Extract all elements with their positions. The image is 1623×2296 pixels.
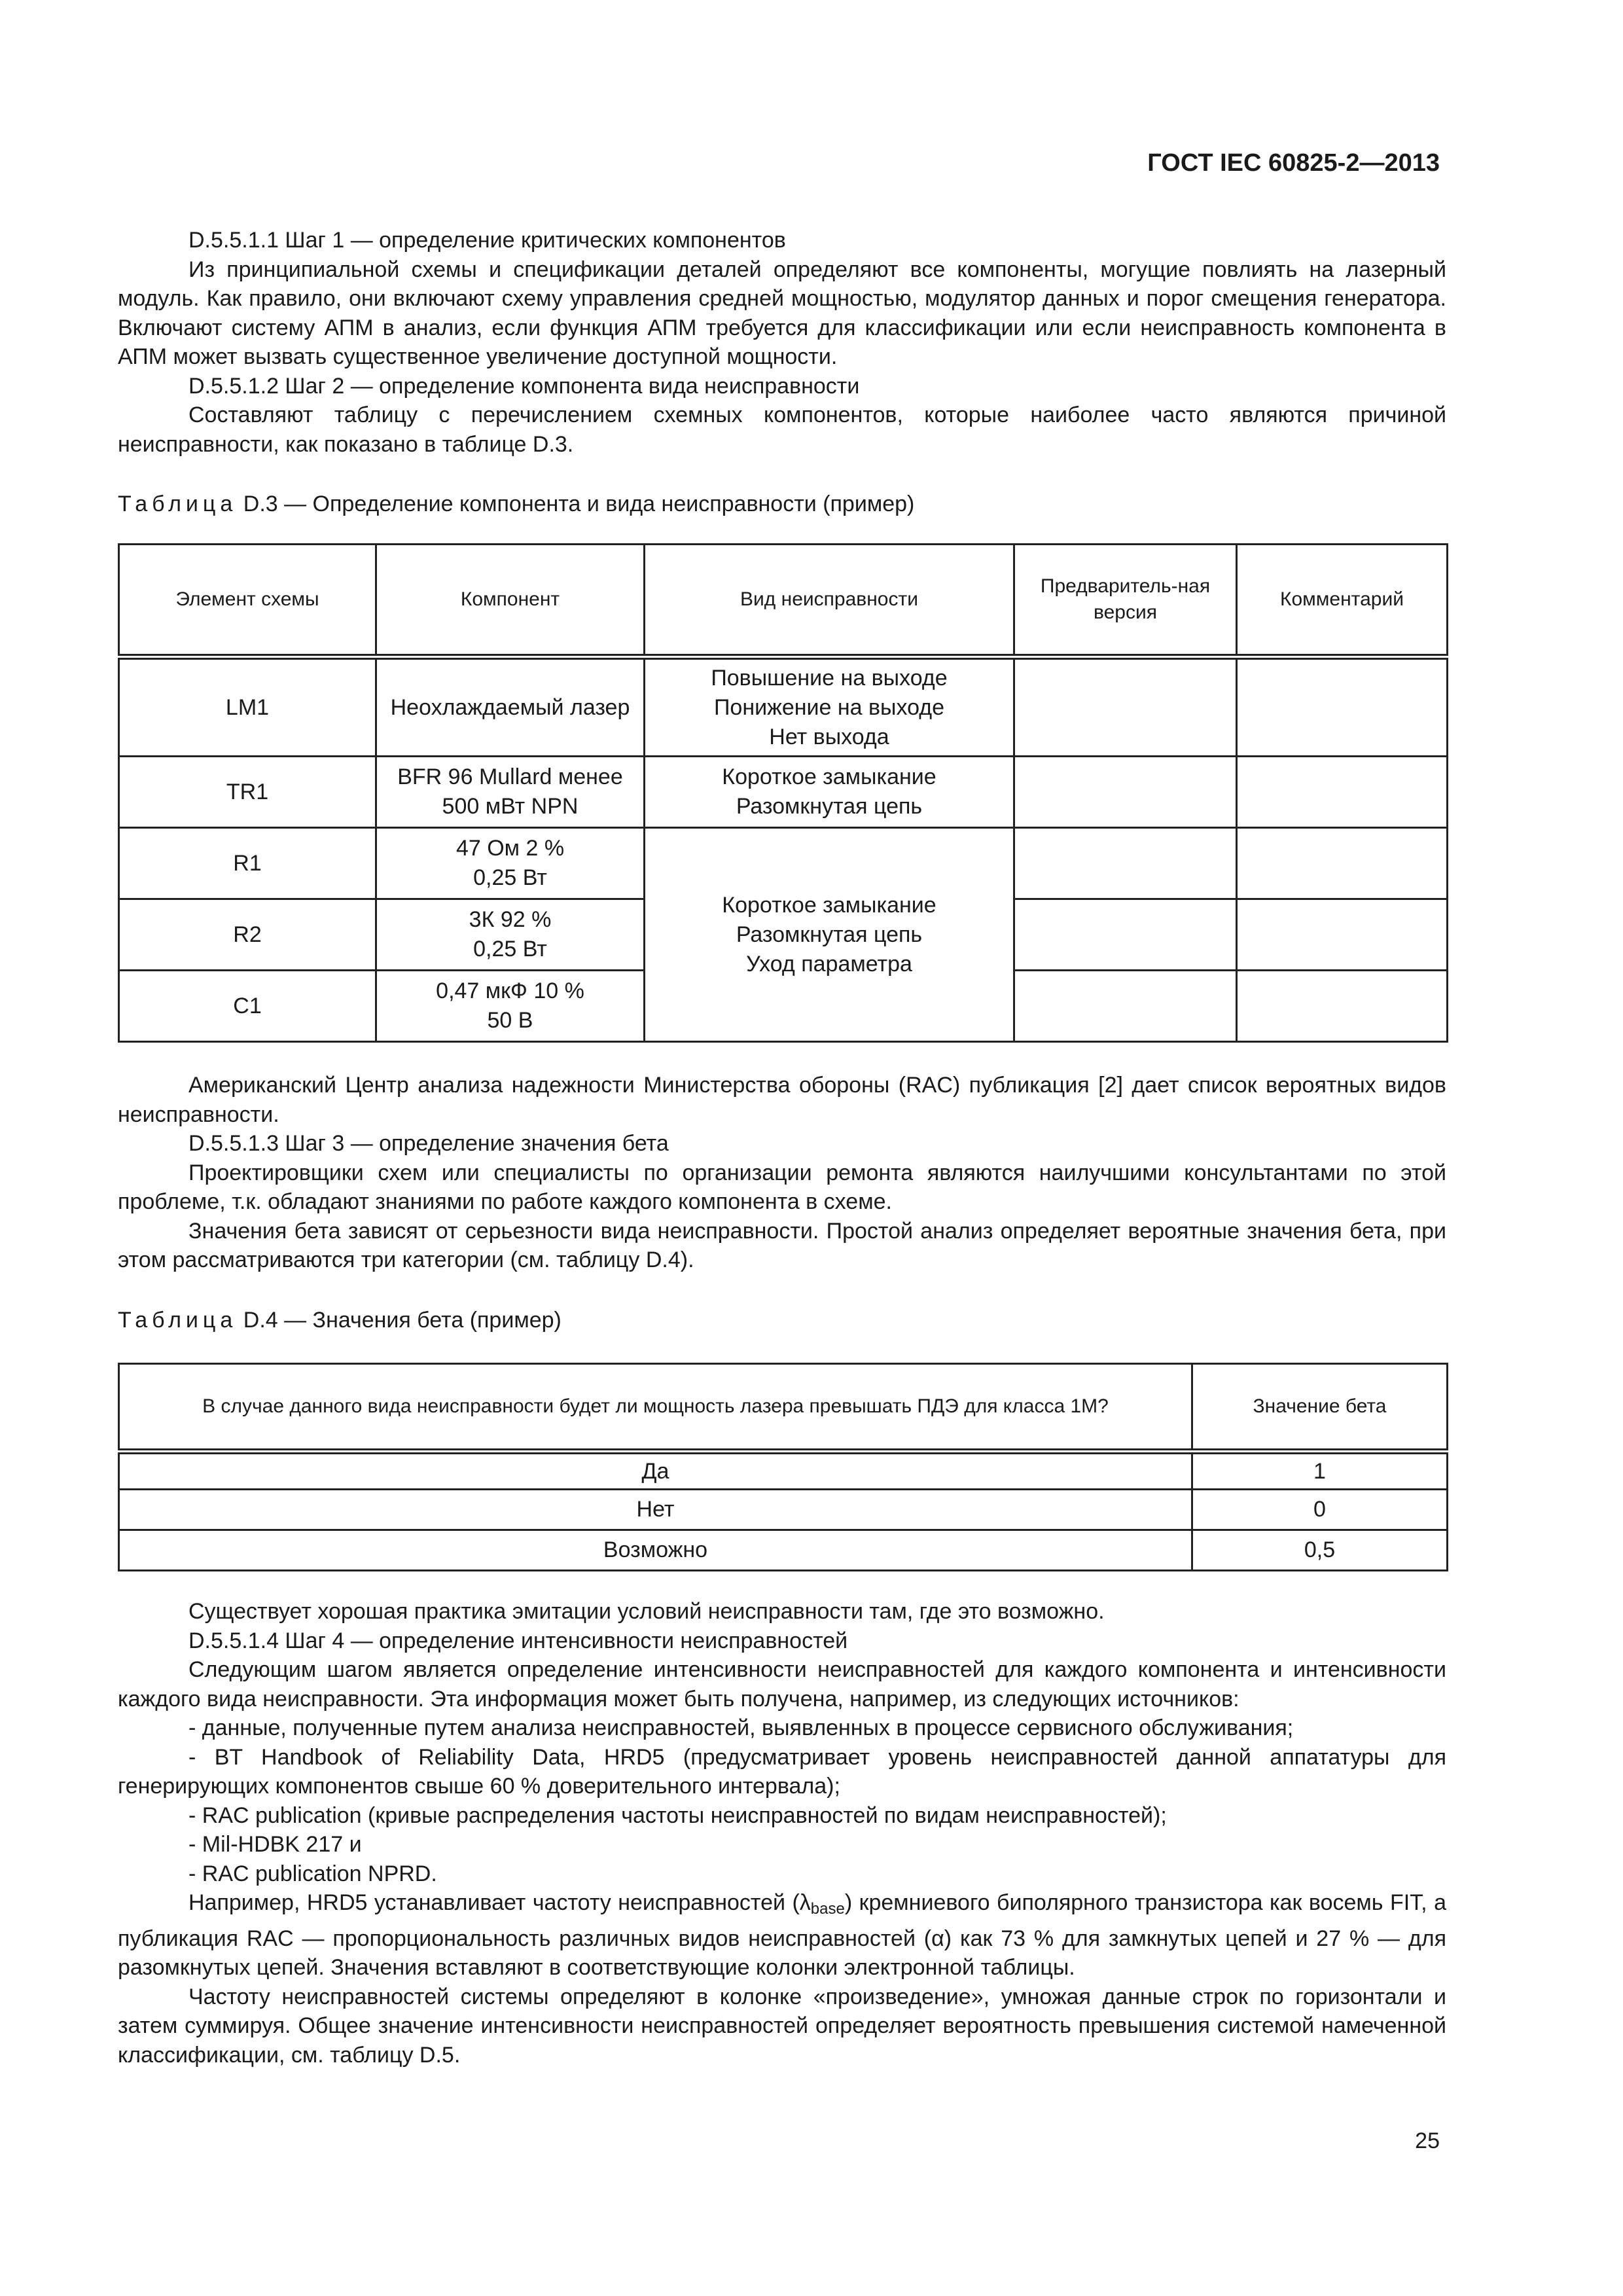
table-d4-cell-beta: 0 — [1192, 1490, 1448, 1530]
lambda-subscript: base — [810, 1900, 845, 1918]
table-d3-header-row — [119, 545, 1448, 657]
table-d3-cell-component: 47 Ом 2 % 0,25 Вт — [376, 828, 645, 899]
table-d4-header-question: В случае данного вида неисправности будет ли мощность лазера превышать ПДЭ для класса 1М? — [119, 1364, 1192, 1452]
table-row — [119, 1530, 1448, 1571]
table-d4-header-row — [119, 1364, 1448, 1452]
table-d3-header-failure: Вид неисправности — [645, 545, 1014, 657]
table-d3-header-preliminary: Предваритель-ная версия — [1014, 545, 1237, 657]
table-row — [119, 1490, 1448, 1530]
table-d3-cell-component: 0,47 мкФ 10 % 50 В — [376, 971, 645, 1042]
source-list-item-1: - данные, полученные путем анализа неисправностей, выявленных в процессе сервисного обслуживания; — [188, 1715, 1294, 1740]
step-3-paragraph-1: Проектировщики схем или специалисты по организации ремонта являются наилучшими консультантами по этой проблеме, т.к. обладают знаниями по работе каждого компонента в схеме. — [118, 1160, 1446, 1214]
example-text-part-1: Например, HRD5 устанавливает частоту неисправностей (λ — [188, 1890, 811, 1915]
table-d3-cell-element: TR1 — [119, 757, 376, 828]
step-4-heading: D.5.5.1.4 Шаг 4 — определение интенсивности неисправностей — [188, 1628, 848, 1653]
step-3-paragraph-2: Значения бета зависят от серьезности вида неисправности. Простой анализ определяет вероятные значения бета, при этом рассматриваются три категории (см. таблицу D.4). — [118, 1218, 1446, 1272]
table-d3-cell-component: 3К 92 % 0,25 Вт — [376, 899, 645, 971]
table-d3-cell-element: R1 — [119, 828, 376, 899]
table-d3-cell-preliminary — [1014, 971, 1237, 1042]
table-d3-cell-element: LM1 — [119, 657, 376, 757]
source-list-item-2: - BT Handbook of Reliability Data, HRD5 (предусматривает уровень неисправностей данной аппататуры для генерирующих компонентов свыше 60 % доверительного интервала); — [118, 1744, 1446, 1799]
example-paragraph — [118, 1888, 1446, 1982]
table-d4 — [118, 1363, 1446, 1571]
table-d3-caption-word: Таблица — [118, 492, 238, 516]
table-d3-cell-failure-merged: Короткое замыкание Разомкнутая цепь Уход параметра — [645, 828, 1014, 1042]
table-d3-caption-text: D.3 — Определение компонента и вида неисправности (пример) — [237, 492, 915, 516]
table-d3-cell-component: Неохлаждаемый лазер — [376, 657, 645, 757]
table-d4-caption — [118, 1306, 1446, 1335]
table-row — [119, 657, 1448, 757]
table-d3-cell-element: С1 — [119, 971, 376, 1042]
table-d4-cell-answer: Да — [119, 1452, 1192, 1490]
step-1-heading: D.5.5.1.1 Шаг 1 — определение критических компонентов — [188, 228, 786, 253]
table-d4-header-beta: Значение бета — [1192, 1364, 1448, 1452]
table-d3-cell-preliminary — [1014, 757, 1237, 828]
example-text-part-2: ) кремниевого биполярного транзистора как восемь FIT, а публикация RAC — пропорциональность различных видов неисправностей (α) как 73 % для замкнутых цепей и 27 % — для разомкнутых цепей. Значения вставляют в соответствующие колонки электронной таблицы. — [118, 1890, 1446, 1980]
step-2-heading: D.5.5.1.2 Шаг 2 — определение компонента вида неисправности — [188, 373, 860, 399]
table-d3-header-comment: Комментарий — [1237, 545, 1448, 657]
table-d3-cell-preliminary — [1014, 899, 1237, 971]
table-d3-cell-comment — [1237, 899, 1448, 971]
table-d3 — [118, 543, 1446, 1043]
source-list-item-4: - Mil-HDBK 217 и — [188, 1832, 362, 1857]
step-1-paragraph: Из принципиальной схемы и спецификации деталей определяют все компоненты, могущие повлиять на лазерный модуль. Как правило, они включают схему управления средней мощностью, модулятор данных и порог смещения генератора. Включают систему АПМ в анализ, если функция АПМ требуется для классификации или если неисправность компонента в АПМ может вызвать существенное увеличение доступной мощности. — [118, 257, 1446, 369]
table-d4-cell-answer: Возможно — [119, 1530, 1192, 1571]
table-d3-cell-comment — [1237, 971, 1448, 1042]
table-d4-caption-word: Таблица — [118, 1308, 238, 1333]
table-d3-cell-failure: Повышение на выходе Понижение на выходе Нет выхода — [645, 657, 1014, 757]
source-list-item-3: - RAC publication (кривые распределения частоты неисправностей по видам неисправностей); — [188, 1803, 1167, 1828]
document-header: ГОСТ IEC 60825-2—2013 — [1147, 149, 1440, 177]
table-d3-cell-preliminary — [1014, 657, 1237, 757]
table-row — [119, 1452, 1448, 1490]
rac-paragraph: Американский Центр анализа надежности Министерства обороны (RAC) публикация [2] дает список вероятных видов неисправности. — [118, 1073, 1446, 1127]
step-2-paragraph: Составляют таблицу с перечислением схемных компонентов, которые наиболее часто являются причиной неисправности, как показано в таблице D.3. — [118, 403, 1446, 457]
table-d3-header-element: Элемент схемы — [119, 545, 376, 657]
table-d3-cell-comment — [1237, 657, 1448, 757]
table-d3-cell-component: BFR 96 Mullard менее 500 мВт NPN — [376, 757, 645, 828]
step-3-heading: D.5.5.1.3 Шаг 3 — определение значения бета — [188, 1131, 669, 1156]
table-d3-header-component: Компонент — [376, 545, 645, 657]
step-4-paragraph: Следующим шагом является определение интенсивности неисправностей для каждого компонента и интенсивности каждого вида неисправности. Эта информация может быть получена, например, из следующих источников: — [118, 1657, 1446, 1712]
section-step-1-2 — [118, 226, 1446, 459]
table-d4-cell-beta: 0,5 — [1192, 1530, 1448, 1571]
table-row — [119, 757, 1448, 828]
table-row — [119, 828, 1448, 899]
page-number: 25 — [1415, 2128, 1440, 2153]
section-step-4 — [118, 1597, 1446, 2070]
section-step-3 — [118, 1071, 1446, 1275]
table-d4-caption-text: D.4 — Значения бета (пример) — [237, 1308, 562, 1333]
table-d3-caption — [118, 490, 1446, 519]
source-list-item-5: - RAC publication NPRD. — [188, 1861, 437, 1886]
table-d3-cell-element: R2 — [119, 899, 376, 971]
table-d3-cell-preliminary — [1014, 828, 1237, 899]
system-rate-paragraph: Частоту неисправностей системы определяют в колонке «произведение», умножая данные строк по горизонтали и затем суммируя. Общее значение интенсивности неисправностей определяет вероятность превышения системой намеченной классификации, см. таблицу D.5. — [118, 1984, 1446, 2068]
table-d3-cell-comment — [1237, 828, 1448, 899]
table-d3-cell-comment — [1237, 757, 1448, 828]
table-d4-cell-answer: Нет — [119, 1490, 1192, 1530]
table-d3-cell-failure: Короткое замыкание Разомкнутая цепь — [645, 757, 1014, 828]
table-d4-cell-beta: 1 — [1192, 1452, 1448, 1490]
practice-paragraph: Существует хорошая практика эмитации условий неисправности там, где это возможно. — [188, 1599, 1105, 1624]
